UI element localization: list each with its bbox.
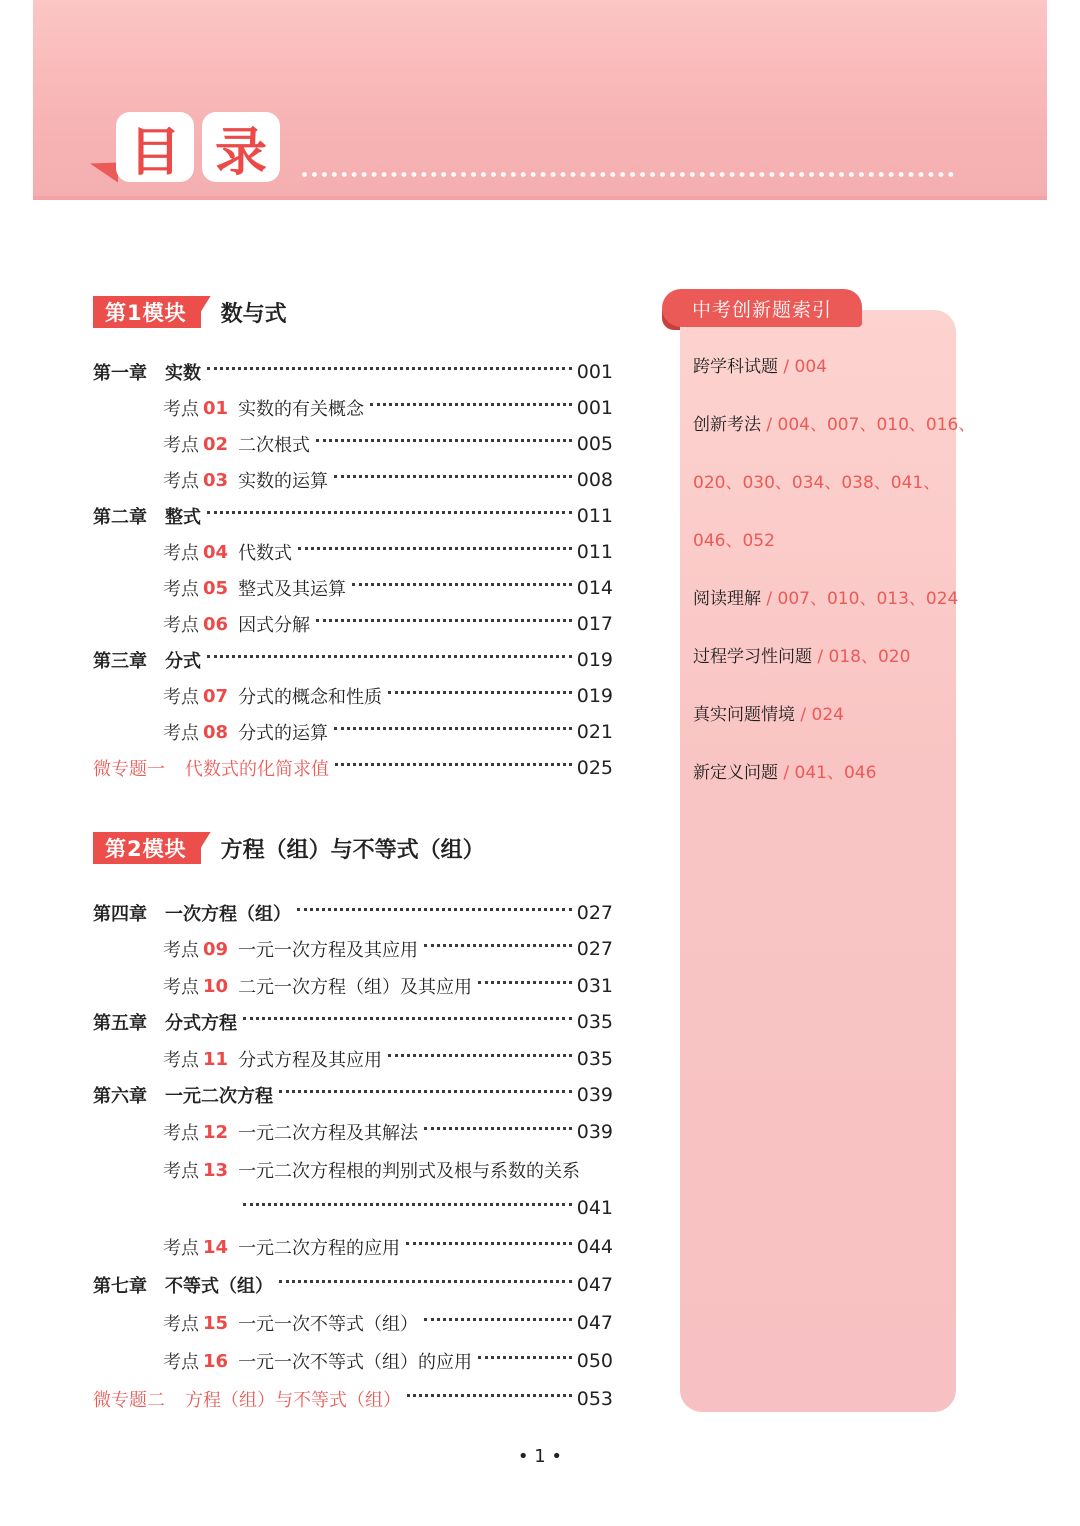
page-number: 019 (576, 649, 613, 671)
chapter-label: 第一章 (93, 363, 147, 384)
innovation-index-tab: 中考创新题索引 (662, 289, 862, 327)
dot-leader (478, 1356, 572, 1359)
point-label: 考点 (163, 543, 199, 564)
index-entry (693, 758, 876, 783)
chapter-label: 第七章 (93, 1276, 147, 1297)
toc-row-continuation (237, 1195, 613, 1221)
point-title: 二元一次方程（组）及其应用 (238, 977, 473, 998)
page-number: • 1 • (517, 1446, 563, 1467)
toc-row[interactable] (93, 539, 613, 565)
special-topic-title: 方程（组）与不等式（组） (185, 1390, 401, 1411)
title-char-2: 录 (202, 112, 280, 182)
index-pages: 020、030、034、038、041、 (693, 473, 941, 493)
toc-row[interactable] (93, 359, 613, 385)
page-number: 001 (576, 361, 613, 383)
toc-row[interactable] (93, 900, 613, 926)
index-category: 跨学科试题 (693, 357, 778, 377)
toc-row[interactable] (93, 1348, 613, 1374)
module-badge: 第1模块 (93, 296, 201, 328)
toc-row[interactable] (93, 1386, 613, 1412)
index-separator: / (778, 357, 795, 377)
dot-leader (406, 1242, 572, 1245)
point-number: 12 (203, 1121, 229, 1143)
page-number: 027 (576, 902, 613, 924)
dot-leader (207, 511, 572, 514)
index-separator: / (812, 647, 829, 667)
toc-row[interactable] (93, 395, 613, 421)
dot-leader (334, 727, 572, 730)
toc-row[interactable] (93, 1082, 613, 1108)
toc-row[interactable] (93, 719, 613, 745)
page-number: 047 (576, 1274, 613, 1296)
toc-row[interactable] (93, 755, 613, 781)
page-number: 041 (576, 1197, 613, 1219)
page-number: 031 (576, 975, 613, 997)
chapter-label: 第四章 (93, 904, 147, 925)
dot-leader (424, 1318, 572, 1321)
point-label: 考点 (163, 615, 199, 636)
page-number: 053 (576, 1388, 613, 1410)
point-number: 01 (203, 397, 229, 419)
point-number: 16 (203, 1350, 229, 1372)
index-separator: / (778, 763, 795, 783)
index-pages: 004、007、010、016、 (777, 415, 976, 435)
index-entry (693, 410, 975, 435)
chapter-label: 第二章 (93, 507, 147, 528)
index-category: 新定义问题 (693, 763, 778, 783)
point-title: 一元二次方程的应用 (238, 1238, 401, 1259)
index-pages: 007、010、013、024 (777, 589, 959, 609)
chapter-title: 分式 (165, 651, 201, 672)
toc-row[interactable] (93, 1046, 613, 1072)
point-title: 实数的运算 (238, 471, 329, 492)
index-pages: 004 (794, 357, 827, 377)
dot-leader (279, 1280, 572, 1283)
module-2-heading (93, 832, 485, 864)
dot-leader (207, 367, 572, 370)
dot-leader (298, 547, 572, 550)
point-title: 一元一次不等式（组） (238, 1314, 419, 1335)
point-label: 考点 (163, 1050, 199, 1071)
point-label: 考点 (163, 1314, 199, 1335)
point-label: 考点 (163, 940, 199, 961)
page-number: 008 (576, 469, 613, 491)
index-pages: 046、052 (693, 531, 775, 551)
point-title: 一元一次不等式（组）的应用 (238, 1352, 473, 1373)
chapter-title: 实数 (165, 363, 201, 384)
page-number: 014 (576, 577, 613, 599)
index-category: 创新考法 (693, 415, 761, 435)
point-label: 考点 (163, 1123, 199, 1144)
point-label: 考点 (163, 435, 199, 456)
page-number: 039 (576, 1121, 613, 1143)
point-number: 09 (203, 938, 229, 960)
point-title: 因式分解 (238, 615, 311, 636)
module-title: 方程（组）与不等式（组） (220, 837, 485, 863)
page-number: 019 (576, 685, 613, 707)
dot-leader (243, 1203, 572, 1206)
index-separator: / (761, 415, 778, 435)
page-number: 027 (576, 938, 613, 960)
dot-leader (207, 655, 572, 658)
toc-row[interactable] (93, 1119, 613, 1145)
index-entry-continuation (693, 468, 940, 493)
index-category: 过程学习性问题 (693, 647, 812, 667)
dot-leader (243, 1017, 572, 1020)
point-title: 二次根式 (238, 435, 311, 456)
toc-row[interactable] (93, 683, 613, 709)
dot-leader (279, 1090, 572, 1093)
toc-row[interactable] (93, 1157, 613, 1183)
point-title: 代数式 (238, 543, 293, 564)
point-label: 考点 (163, 687, 199, 708)
point-label: 考点 (163, 977, 199, 998)
toc-row[interactable] (93, 503, 613, 529)
special-topic-title: 代数式的化简求值 (185, 759, 329, 780)
index-separator: / (795, 705, 812, 725)
dot-leader (478, 981, 572, 984)
index-entry (693, 700, 844, 725)
index-entry-continuation (693, 526, 775, 551)
page-number: 047 (576, 1312, 613, 1334)
point-label: 考点 (163, 1161, 199, 1182)
special-topic-label: 微专题二 (93, 1390, 165, 1411)
toc-row[interactable] (93, 1272, 613, 1298)
title-char-1: 目 (116, 112, 194, 182)
dot-leader (335, 763, 572, 766)
point-number: 03 (203, 469, 229, 491)
dot-leader (334, 475, 572, 478)
page-number: 011 (576, 505, 613, 527)
index-entry (693, 642, 910, 667)
header-dotted-line (302, 172, 954, 177)
index-entry (693, 584, 958, 609)
toc-row[interactable] (93, 1310, 613, 1336)
index-pages: 041、046 (794, 763, 877, 783)
point-number: 15 (203, 1312, 229, 1334)
point-label: 考点 (163, 471, 199, 492)
point-number: 02 (203, 433, 229, 455)
point-number: 06 (203, 613, 229, 635)
toc-row[interactable] (93, 467, 613, 493)
toc-row[interactable] (93, 431, 613, 457)
point-title: 分式的概念和性质 (238, 687, 383, 708)
chapter-title: 分式方程 (165, 1013, 237, 1034)
toc-row[interactable] (93, 575, 613, 601)
point-number: 11 (203, 1048, 229, 1070)
page-number: 017 (576, 613, 613, 635)
chapter-label: 第三章 (93, 651, 147, 672)
point-title: 一元一次方程及其应用 (238, 940, 419, 961)
point-number: 05 (203, 577, 229, 599)
dot-leader (388, 691, 572, 694)
chapter-title: 整式 (165, 507, 201, 528)
point-title: 分式的运算 (238, 723, 329, 744)
point-label: 考点 (163, 1352, 199, 1373)
page-number: 025 (576, 757, 613, 779)
chapter-label: 第五章 (93, 1013, 147, 1034)
point-number: 08 (203, 721, 229, 743)
dot-leader (388, 1054, 572, 1057)
index-pages: 024 (811, 705, 844, 725)
toc-row[interactable] (93, 936, 613, 962)
point-title: 分式方程及其应用 (238, 1050, 383, 1071)
point-label: 考点 (163, 579, 199, 600)
dot-leader (316, 439, 572, 442)
module-1-heading (93, 296, 287, 328)
point-number: 07 (203, 685, 229, 707)
point-title: 一元二次方程根的判别式及根与系数的关系 (238, 1161, 581, 1182)
index-category: 阅读理解 (693, 589, 761, 609)
chapter-title: 一元二次方程 (165, 1086, 273, 1107)
page-number: 035 (576, 1011, 613, 1033)
point-number: 13 (203, 1159, 229, 1181)
toc-row[interactable] (93, 1234, 613, 1260)
page-number: 021 (576, 721, 613, 743)
chapter-title: 一次方程（组） (165, 904, 291, 925)
point-title: 一元二次方程及其解法 (238, 1123, 419, 1144)
page-number: 011 (576, 541, 613, 563)
dot-leader (424, 944, 572, 947)
dot-leader (407, 1394, 572, 1397)
point-number: 04 (203, 541, 229, 563)
point-title: 实数的有关概念 (238, 399, 365, 420)
dot-leader (424, 1127, 572, 1130)
toc-row[interactable] (93, 973, 613, 999)
dot-leader (352, 583, 572, 586)
chapter-label: 第六章 (93, 1086, 147, 1107)
point-label: 考点 (163, 723, 199, 744)
module-badge: 第2模块 (93, 832, 201, 864)
page-number: 001 (576, 397, 613, 419)
index-entry (693, 352, 827, 377)
toc-row[interactable] (93, 1009, 613, 1035)
special-topic-label: 微专题一 (93, 759, 165, 780)
page-number: 039 (576, 1084, 613, 1106)
point-title: 整式及其运算 (238, 579, 347, 600)
index-category: 真实问题情境 (693, 705, 795, 725)
page-number: 050 (576, 1350, 613, 1372)
module-title: 数与式 (220, 301, 287, 327)
page-number: 035 (576, 1048, 613, 1070)
index-separator: / (761, 589, 778, 609)
dot-leader (297, 908, 572, 911)
dot-leader (370, 403, 572, 406)
point-label: 考点 (163, 1238, 199, 1259)
toc-row[interactable] (93, 647, 613, 673)
chapter-title: 不等式（组） (165, 1276, 273, 1297)
page-number: 005 (576, 433, 613, 455)
page-number: 044 (576, 1236, 613, 1258)
dot-leader (316, 619, 572, 622)
point-number: 10 (203, 975, 229, 997)
point-number: 14 (203, 1236, 229, 1258)
toc-row[interactable] (93, 611, 613, 637)
point-label: 考点 (163, 399, 199, 420)
index-pages: 018、020 (828, 647, 911, 667)
